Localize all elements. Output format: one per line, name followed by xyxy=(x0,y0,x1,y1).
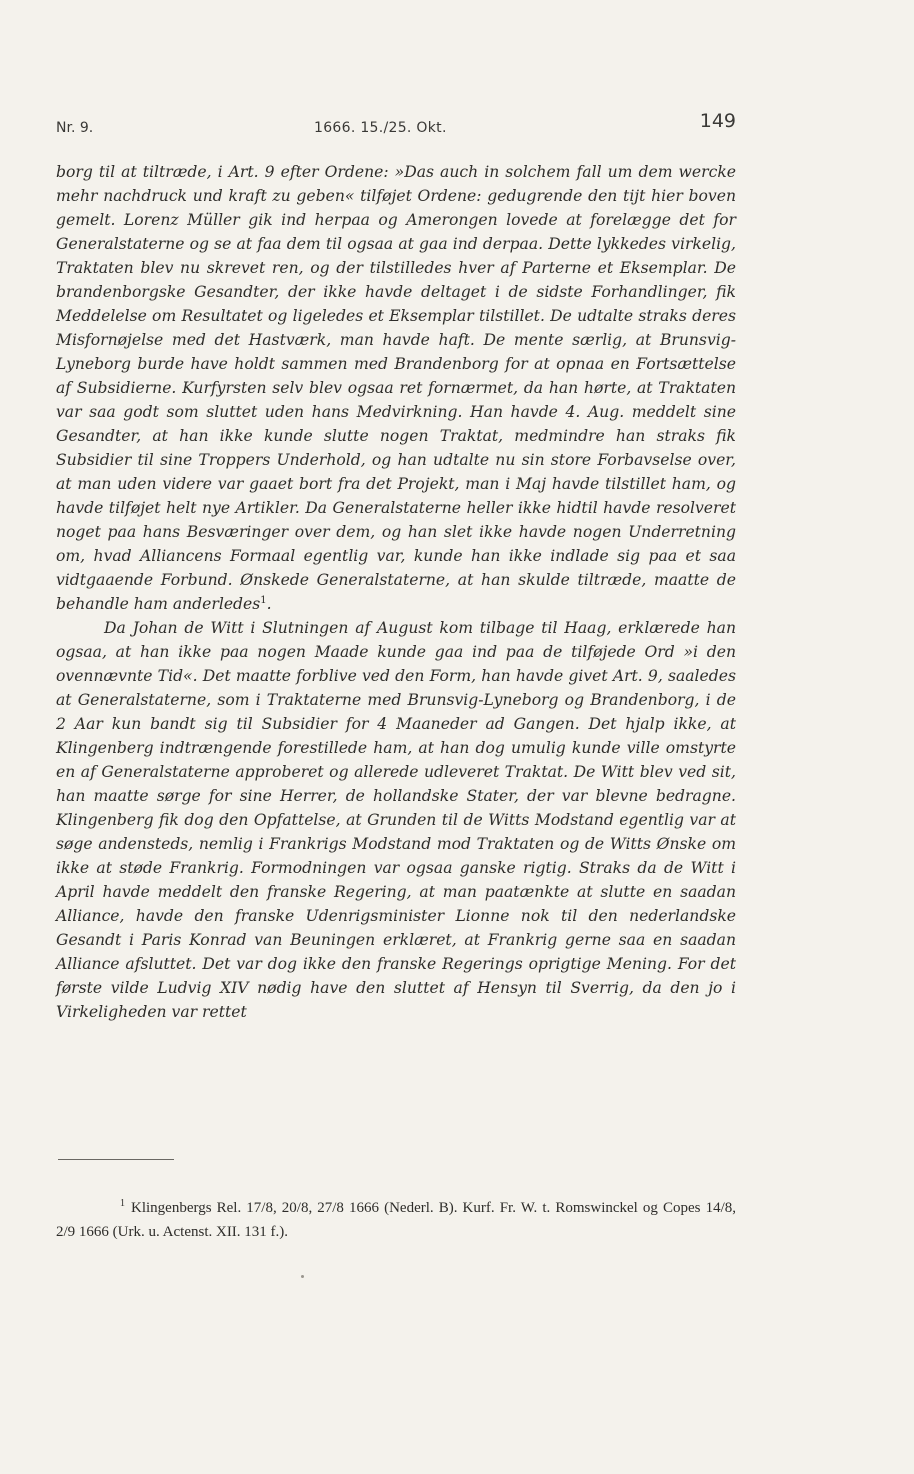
issue-number: Nr. 9. xyxy=(56,120,94,136)
date-heading: 1666. 15./25. Okt. xyxy=(314,120,447,136)
footnote-mark: 1 xyxy=(120,1198,125,1209)
body-text xyxy=(56,160,736,1024)
page-number: 149 xyxy=(699,110,736,132)
paragraph-text: borg til at tiltræde, i Art. 9 efter Ordene: »Das auch in solchem fall um dem wercke mehr nachdruck und kraft zu geben« tilføjet Ordene: gedugrende den tijt hier boven gemelt. Lorenz Müller gik ind herpaa og Amerongen lovede at forelægge det for Generalstaterne og se at faa dem til ogsaa at gaa ind derpaa. Dette lykkedes virkelig, Traktaten blev nu skrevet ren, og der tilstilledes hver af Parterne et Eksemplar. De brandenborgske Gesandter, der ikke havde deltaget i de sidste Forhandlinger, fik Meddelelse om Resultatet og ligeledes et Eksemplar tilstillet. De udtalte straks deres Misfornøjelse med det Hastværk, man havde haft. De mente særlig, at Brunsvig-Lyneborg burde have holdt sammen med Brandenborg for at opnaa en Fortsættelse af Subsidierne. Kurfyrsten selv blev ogsaa ret fornærmet, da han hørte, at Traktaten var saa godt som sluttet uden hans Medvirkning. Han havde 4. Aug. meddelt sine Gesandter, at han ikke kunde slutte nogen Traktat, medmindre han straks fik Subsidier til sine Troppers Underhold, og han udtalte nu sin store Forbavselse over, at man uden videre var gaaet bort fra det Projekt, man i Maj havde tilstillet ham, og havde tilføjet helt nye Artikler. Da Generalstaterne heller ikke hidtil havde resolveret noget paa hans Besværinger over dem, og han slet ikke havde nogen Underretning om, hvad Alliancens Formaal egentlig var, kunde han ikke indlade sig paa et saa vidtgaaende Forbund. Ønskede Generalstaterne, at han skulde tiltræde, maatte de behandle ham anderledes xyxy=(56,163,736,613)
footnote-text: Klingenbergs Rel. 17/8, 20/8, 27/8 1666 (Nederl. B). Kurf. Fr. W. t. Romswinckel og Copes 14/8, 2/9 1666 (Urk. u. Actenst. XII. 131 f.). xyxy=(56,1200,736,1240)
footnote-divider xyxy=(58,1159,174,1160)
running-head xyxy=(56,110,736,140)
paragraph-end: . xyxy=(266,595,272,613)
footnote xyxy=(56,1196,736,1244)
paragraph-text: Da Johan de Witt i Slutningen af August kom tilbage til Haag, erklærede han ogsaa, at han ikke paa nogen Maade kunde gaa ind paa de tilføjede Ord »i den ovennævnte Tid«. Det maatte forblive ved den Form, han havde givet Art. 9, saaledes at Generalstaterne, som i Traktaterne med Brunsvig-Lyneborg og Brandenborg, i de 2 Aar kun bandt sig til Subsidier for 4 Maaneder ad Gangen. Det hjalp ikke, at Klingenberg indtrængende forestillede ham, at han dog umulig kunde ville omstyrte en af Generalstaterne approberet og allerede udleveret Traktat. De Witt blev ved sit, han maatte sørge for sine Herrer, de hollandske Stater, der var blevne bedragne. Klingenberg fik dog den Opfattelse, at Grunden til de Witts Modstand egentlig var at søge andensteds, nemlig i Frankrigs Modstand mod Traktaten og de Witts Ønske om ikke at støde Frankrig. Formodningen var ogsaa ganske rigtig. Straks da de Witt i April havde meddelt den franske Regering, at man paatænkte at slutte en saadan Alliance, havde den franske Udenrigsminister Lionne nok til den nederlandske Gesandt i Paris Konrad van Beuningen erklæret, at Frankrig gerne saa en saadan Alliance afsluttet. Det var dog ikke den franske Regerings oprigtige Mening. For det første vilde Ludvig XIV nødig have den sluttet af Hensyn til Sverrig, da den jo i Virkeligheden var rettet xyxy=(56,619,736,1021)
paragraph xyxy=(56,160,736,616)
paragraph xyxy=(56,616,736,1024)
footnote-reference[interactable]: 1 xyxy=(260,594,267,606)
paper-speck xyxy=(301,1275,304,1278)
